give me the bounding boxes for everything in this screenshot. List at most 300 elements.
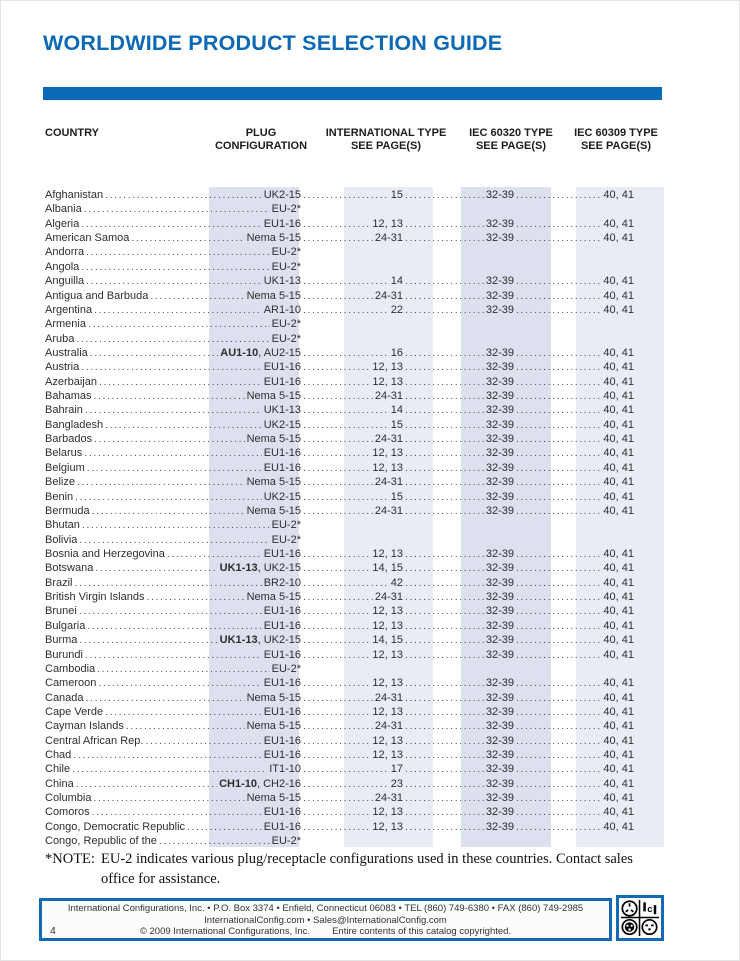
international-type-pages: 16 [390, 346, 403, 359]
iec60309-pages: 40, 41 [603, 691, 634, 704]
dotted-leader [303, 188, 389, 202]
international-type-pages: 12, 13 [372, 375, 403, 388]
dotted-leader [516, 389, 601, 403]
plug-configuration-value: IT1-10 [269, 763, 301, 776]
international-type-pages: 24-31 [374, 792, 403, 805]
international-type-cell [301, 805, 403, 819]
dotted-leader [303, 289, 373, 303]
dotted-leader [516, 748, 601, 762]
dotted-leader [303, 461, 370, 475]
dotted-leader [405, 791, 484, 805]
dotted-leader [76, 332, 269, 346]
international-type-cell [301, 504, 403, 518]
iec60309-pages: 40, 41 [603, 433, 634, 446]
dotted-leader [516, 217, 601, 231]
dotted-leader [303, 619, 370, 633]
international-type-cell [301, 418, 403, 432]
country-name: Aruba [45, 332, 75, 345]
iec60309-cell [514, 490, 634, 504]
country-name: American Samoa [45, 232, 130, 245]
table-row [45, 777, 664, 791]
country-plug-cell [45, 748, 301, 762]
table-row [45, 561, 664, 575]
country-plug-cell [45, 446, 301, 460]
dotted-leader [405, 691, 484, 705]
iec60309-pages: 40, 41 [603, 461, 634, 474]
dotted-leader [126, 719, 245, 733]
plug-configuration-value: Nema 5-15 [246, 720, 301, 733]
dotted-leader [81, 260, 269, 274]
iec60320-cell [403, 576, 514, 590]
dotted-leader [105, 188, 262, 202]
plug-configuration-value: UK1-13 [263, 404, 301, 417]
iec60309-cell [514, 475, 634, 489]
iec60309-cell [514, 691, 634, 705]
iec60320-pages: 32-39 [485, 217, 514, 230]
dotted-leader [303, 504, 373, 518]
dotted-leader [303, 217, 370, 231]
international-type-pages: 12, 13 [372, 619, 403, 632]
dotted-leader [303, 446, 370, 460]
iec60320-pages: 32-39 [485, 691, 514, 704]
iec60320-pages: 32-39 [485, 476, 514, 489]
plug-configuration-value: EU-2* [271, 318, 301, 331]
country-name: Cambodia [45, 662, 96, 675]
column-header-plug-configuration [199, 127, 323, 153]
country-name: Azerbaijan [45, 375, 97, 388]
country-name: China [45, 777, 74, 790]
dotted-leader [516, 633, 601, 647]
iec60309-cell [514, 604, 634, 618]
dotted-leader [516, 604, 601, 618]
footer-address-box [39, 898, 612, 941]
header-line: INTERNATIONAL TYPE [325, 127, 447, 139]
country-plug-cell [45, 676, 301, 690]
country-plug-cell [45, 518, 301, 532]
country-plug-cell [45, 231, 301, 245]
plug-configuration-value: Nema 5-15 [246, 433, 301, 446]
header-line: SEE PAGE(S) [350, 140, 422, 152]
iec60320-cell [403, 734, 514, 748]
country-plug-cell [45, 662, 301, 676]
international-type-pages: 24-31 [374, 289, 403, 302]
dotted-leader [405, 748, 484, 762]
iec60309-cell [514, 734, 634, 748]
dotted-leader [405, 375, 484, 389]
country-plug-cell [45, 834, 301, 848]
dotted-leader [405, 619, 484, 633]
footnote-line: EU-2 indicates various plug/receptacle configurations used in these countries. Contact sales [101, 851, 633, 867]
international-type-pages: 14 [390, 275, 403, 288]
iec60320-cell [403, 289, 514, 303]
plug-configuration-value: Nema 5-15 [246, 232, 301, 245]
iec60320-cell [403, 360, 514, 374]
dotted-leader [94, 303, 262, 317]
plug-configuration-value: Nema 5-15 [246, 504, 301, 517]
plug-configuration-value: UK2-15 [263, 418, 301, 431]
iec60309-pages: 40, 41 [603, 346, 634, 359]
dotted-leader [516, 403, 601, 417]
dotted-leader [303, 805, 370, 819]
iec60309-cell [514, 648, 634, 662]
country-name: Argentina [45, 303, 93, 316]
international-type-cell [301, 446, 403, 460]
dotted-leader [516, 432, 601, 446]
iec60309-pages: 40, 41 [603, 490, 634, 503]
dotted-leader [405, 705, 484, 719]
iec60320-cell [403, 432, 514, 446]
iec60309-pages: 40, 41 [603, 576, 634, 589]
dotted-leader [81, 217, 261, 231]
country-plug-cell [45, 432, 301, 446]
plug-configuration-value: UK1-13, UK2-15 [219, 562, 301, 575]
international-type-cell [301, 719, 403, 733]
dotted-leader [405, 418, 484, 432]
iec60320-cell [403, 561, 514, 575]
international-type-cell [301, 475, 403, 489]
iec60320-cell [403, 188, 514, 202]
dotted-leader [516, 461, 601, 475]
country-name: Cayman Islands [45, 720, 124, 733]
table-row [45, 590, 664, 604]
country-plug-cell [45, 188, 301, 202]
table-row [45, 461, 664, 475]
dotted-leader [405, 762, 484, 776]
iec60320-pages: 32-39 [485, 447, 514, 460]
table-row [45, 360, 664, 374]
dotted-leader [516, 375, 601, 389]
iec60309-cell [514, 389, 634, 403]
table-row [45, 533, 664, 547]
plug-configuration-value: UK1-13, UK2-15 [219, 634, 301, 647]
country-plug-cell [45, 604, 301, 618]
country-name: Burundi [45, 648, 83, 661]
iec60309-pages: 40, 41 [603, 289, 634, 302]
iec60309-cell [514, 504, 634, 518]
international-type-cell [301, 360, 403, 374]
plug-configuration-value: Nema 5-15 [246, 691, 301, 704]
country-name: Barbados [45, 433, 93, 446]
dotted-leader [303, 303, 389, 317]
dotted-leader [95, 561, 217, 575]
country-plug-cell [45, 389, 301, 403]
iec60320-cell [403, 217, 514, 231]
country-name: Afghanistan [45, 189, 104, 201]
iec60320-cell [403, 676, 514, 690]
dotted-leader [303, 691, 373, 705]
international-type-cell [301, 762, 403, 776]
iec60309-cell [514, 446, 634, 460]
international-type-cell [301, 561, 403, 575]
page-title: WORLDWIDE PRODUCT SELECTION GUIDE [43, 31, 503, 55]
iec60309-cell [514, 303, 634, 317]
international-type-pages: 14 [390, 404, 403, 417]
dotted-leader [516, 490, 601, 504]
iec60320-pages: 32-39 [485, 418, 514, 431]
dotted-leader [303, 791, 373, 805]
table-row [45, 317, 664, 331]
table-row [45, 202, 664, 216]
plug-configuration-value: EU1-16 [263, 619, 301, 632]
dotted-leader [303, 231, 373, 245]
iec60309-pages: 40, 41 [603, 792, 634, 805]
international-type-pages: 24-31 [374, 433, 403, 446]
iec60309-cell [514, 805, 634, 819]
country-name: Australia [45, 346, 88, 359]
international-type-pages: 14, 15 [372, 562, 403, 575]
dotted-leader [405, 561, 484, 575]
iec60320-cell [403, 748, 514, 762]
plug-configuration-value: EU1-16 [263, 361, 301, 374]
table-row [45, 547, 664, 561]
international-type-pages: 12, 13 [372, 677, 403, 690]
international-type-pages: 12, 13 [372, 705, 403, 718]
country-plug-cell [45, 762, 301, 776]
dotted-leader [405, 576, 484, 590]
country-plug-cell [45, 719, 301, 733]
dotted-leader [105, 418, 262, 432]
dotted-leader [516, 504, 601, 518]
table-row [45, 662, 664, 676]
country-name: Bulgaria [45, 619, 86, 632]
dotted-leader [405, 346, 484, 360]
iec60320-cell [403, 805, 514, 819]
dotted-leader [303, 719, 373, 733]
iec60309-cell [514, 619, 634, 633]
iec60320-cell [403, 303, 514, 317]
country-name: Andorra [45, 246, 85, 259]
dotted-leader [516, 547, 601, 561]
dotted-leader [516, 576, 601, 590]
international-type-cell [301, 676, 403, 690]
international-type-cell [301, 604, 403, 618]
iec60320-pages: 32-39 [485, 361, 514, 374]
header-line: PLUG [245, 127, 277, 139]
iec60309-cell [514, 375, 634, 389]
international-type-cell [301, 346, 403, 360]
plug-configuration-value: Nema 5-15 [246, 476, 301, 489]
dotted-leader [516, 418, 601, 432]
international-type-cell [301, 461, 403, 475]
dotted-leader [303, 375, 370, 389]
table-row [45, 389, 664, 403]
dotted-leader [516, 705, 601, 719]
table-row [45, 231, 664, 245]
plug-configuration-value: EU1-16 [263, 447, 301, 460]
international-type-pages: 14, 15 [372, 634, 403, 647]
dotted-leader [405, 633, 484, 647]
dotted-leader [79, 533, 269, 547]
plug-configuration-value: EU-2* [271, 662, 301, 675]
iec60320-pages: 32-39 [485, 576, 514, 589]
international-type-cell [301, 590, 403, 604]
country-plug-cell [45, 475, 301, 489]
iec60320-pages: 32-39 [485, 375, 514, 388]
international-type-pages: 24-31 [374, 691, 403, 704]
dotted-leader [79, 604, 262, 618]
country-plug-cell [45, 547, 301, 561]
country-plug-cell [45, 805, 301, 819]
iec60309-pages: 40, 41 [603, 447, 634, 460]
international-type-pages: 17 [390, 763, 403, 776]
dotted-leader [516, 231, 601, 245]
international-type-cell [301, 375, 403, 389]
international-type-cell [301, 820, 403, 834]
dotted-leader [516, 791, 601, 805]
table-row [45, 719, 664, 733]
country-name: Brazil [45, 576, 73, 589]
dotted-leader [187, 820, 262, 834]
plug-configuration-value: UK2-15 [263, 189, 301, 201]
country-name: Belarus [45, 447, 83, 460]
international-type-pages: 12, 13 [372, 820, 403, 833]
country-plug-cell [45, 648, 301, 662]
plug-configuration-value: EU-2* [271, 332, 301, 345]
dotted-leader [94, 432, 244, 446]
plug-configuration-value: EU-2* [271, 835, 301, 848]
plug-configuration-value: EU-2* [271, 533, 301, 546]
country-plug-cell [45, 317, 301, 331]
dotted-leader [82, 518, 270, 532]
table-row [45, 576, 664, 590]
iec60320-cell [403, 504, 514, 518]
dotted-leader [85, 403, 262, 417]
iec60309-pages: 40, 41 [603, 275, 634, 288]
international-type-pages: 24-31 [374, 504, 403, 517]
country-name: Antigua and Barbuda [45, 289, 149, 302]
country-name: Chile [45, 763, 71, 776]
dotted-leader [303, 590, 373, 604]
column-header-iec60309-type [559, 127, 673, 153]
dotted-leader [75, 576, 262, 590]
iec60320-pages: 32-39 [485, 705, 514, 718]
iec60320-cell [403, 590, 514, 604]
international-type-cell [301, 289, 403, 303]
dotted-leader [405, 360, 484, 374]
iec60320-pages: 32-39 [485, 232, 514, 245]
dotted-leader [81, 360, 261, 374]
iec60309-cell [514, 676, 634, 690]
international-type-cell [301, 217, 403, 231]
iec60320-pages: 32-39 [485, 792, 514, 805]
iec60320-pages: 32-39 [485, 777, 514, 790]
country-plug-cell [45, 590, 301, 604]
dotted-leader [303, 820, 370, 834]
footnote [45, 850, 665, 889]
iec60320-cell [403, 274, 514, 288]
iec60309-cell [514, 274, 634, 288]
international-type-cell [301, 691, 403, 705]
dotted-leader [72, 762, 267, 776]
footnote-text [101, 850, 665, 889]
iec60320-pages: 32-39 [485, 734, 514, 747]
international-type-pages: 12, 13 [372, 547, 403, 560]
country-plug-cell [45, 360, 301, 374]
international-type-cell [301, 403, 403, 417]
dotted-leader [303, 648, 370, 662]
iec60309-cell [514, 403, 634, 417]
dotted-leader [516, 619, 601, 633]
plug-configuration-value: EU1-16 [263, 677, 301, 690]
dotted-leader [303, 604, 370, 618]
dotted-leader [516, 360, 601, 374]
iec60320-cell [403, 791, 514, 805]
table-row [45, 418, 664, 432]
divider-bar [43, 87, 662, 100]
plug-configuration-value: CH1-10, CH2-16 [219, 777, 301, 790]
international-type-pages: 12, 13 [372, 749, 403, 762]
iec60320-cell [403, 461, 514, 475]
dotted-leader [303, 748, 370, 762]
table-row [45, 217, 664, 231]
country-name: Belgium [45, 461, 85, 474]
dotted-leader [516, 188, 601, 202]
iec60320-cell [403, 375, 514, 389]
plug-configuration-value: EU1-16 [263, 547, 301, 560]
dotted-leader [516, 590, 601, 604]
iec60320-cell [403, 389, 514, 403]
dotted-leader [405, 289, 484, 303]
dotted-leader [159, 834, 270, 848]
footnote-line: office for assistance. [101, 870, 221, 887]
dotted-leader [405, 303, 484, 317]
dotted-leader [303, 762, 389, 776]
table-row [45, 676, 664, 690]
iec60309-cell [514, 777, 634, 791]
iec60309-cell [514, 231, 634, 245]
iec60309-pages: 40, 41 [603, 705, 634, 718]
iec60320-pages: 32-39 [485, 605, 514, 618]
iec60309-cell [514, 748, 634, 762]
plug-configuration-value: EU1-16 [263, 705, 301, 718]
iec60320-pages: 32-39 [485, 189, 514, 201]
international-type-pages: 24-31 [374, 232, 403, 245]
country-name: Bolivia [45, 533, 78, 546]
dotted-leader [87, 461, 262, 475]
plug-configuration-value: AR1-10 [263, 303, 301, 316]
dotted-leader [405, 389, 484, 403]
international-type-cell [301, 274, 403, 288]
iec60320-pages: 32-39 [485, 648, 514, 661]
dotted-leader [516, 289, 601, 303]
dotted-leader [516, 777, 601, 791]
iec60309-pages: 40, 41 [603, 806, 634, 819]
iec60309-pages: 40, 41 [603, 562, 634, 575]
iec60320-cell [403, 547, 514, 561]
dotted-leader [405, 820, 484, 834]
dotted-leader [75, 490, 262, 504]
dotted-leader [405, 805, 484, 819]
iec60320-cell [403, 475, 514, 489]
table-row [45, 346, 664, 360]
page-number: 4 [50, 924, 56, 937]
international-type-cell [301, 648, 403, 662]
dotted-leader [303, 777, 389, 791]
column-header-international-type [317, 127, 455, 153]
country-plug-cell [45, 533, 301, 547]
dotted-leader [405, 475, 484, 489]
country-plug-cell [45, 245, 301, 259]
plug-configuration-value: Nema 5-15 [246, 289, 301, 302]
iec60320-cell [403, 231, 514, 245]
international-type-cell [301, 576, 403, 590]
dotted-leader [303, 734, 370, 748]
dotted-leader [79, 633, 217, 647]
international-type-pages: 12, 13 [372, 461, 403, 474]
dotted-leader [77, 475, 245, 489]
iec60309-pages: 40, 41 [603, 476, 634, 489]
iec60320-cell [403, 604, 514, 618]
